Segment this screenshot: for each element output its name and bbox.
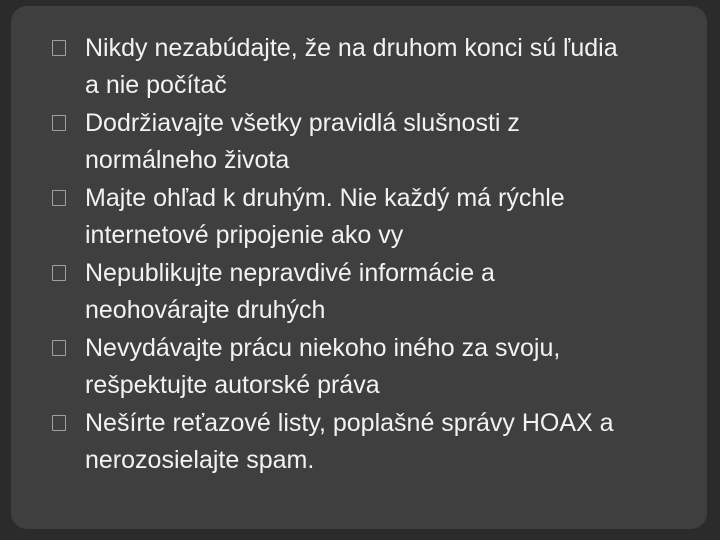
bullet-text-line-2: a nie počítač (85, 70, 227, 99)
content-panel (11, 6, 707, 529)
bullet-text-line-1: Nešírte reťazové listy, poplašné správy HOAX a (85, 409, 614, 437)
bullet-list (52, 30, 712, 480)
square-bullet-icon (52, 40, 66, 56)
bullet-text-line-1: Nikdy nezabúdajte, že na druhom konci sú ľudia (85, 34, 618, 62)
bullet-item (52, 405, 712, 478)
bullet-text-line-1: Nevydávajte prácu niekoho iného za svoju, (85, 334, 561, 362)
bullet-text-line-2: rešpektujte autorské práva (85, 370, 380, 399)
bullet-item (52, 30, 712, 103)
bullet-text-line-1: Dodržiavajte všetky pravidlá slušnosti z (85, 109, 520, 137)
bullet-item (52, 180, 712, 253)
bullet-item (52, 105, 712, 178)
square-bullet-icon (52, 415, 66, 431)
bullet-text-line-2: normálneho života (85, 145, 290, 174)
square-bullet-icon (52, 115, 66, 131)
bullet-item (52, 255, 712, 328)
square-bullet-icon (52, 265, 66, 281)
square-bullet-icon (52, 190, 66, 206)
bullet-item (52, 330, 712, 403)
square-bullet-icon (52, 340, 66, 356)
bullet-text-line-2: neohovárajte druhých (85, 295, 326, 324)
bullet-text-line-2: nerozosielajte spam. (85, 445, 315, 474)
bullet-text-line-1: Nepublikujte nepravdivé informácie a (85, 259, 495, 287)
bullet-text-line-1: Majte ohľad k druhým. Nie každý má rýchle (85, 184, 565, 212)
bullet-text-line-2: internetové pripojenie ako vy (85, 220, 404, 249)
